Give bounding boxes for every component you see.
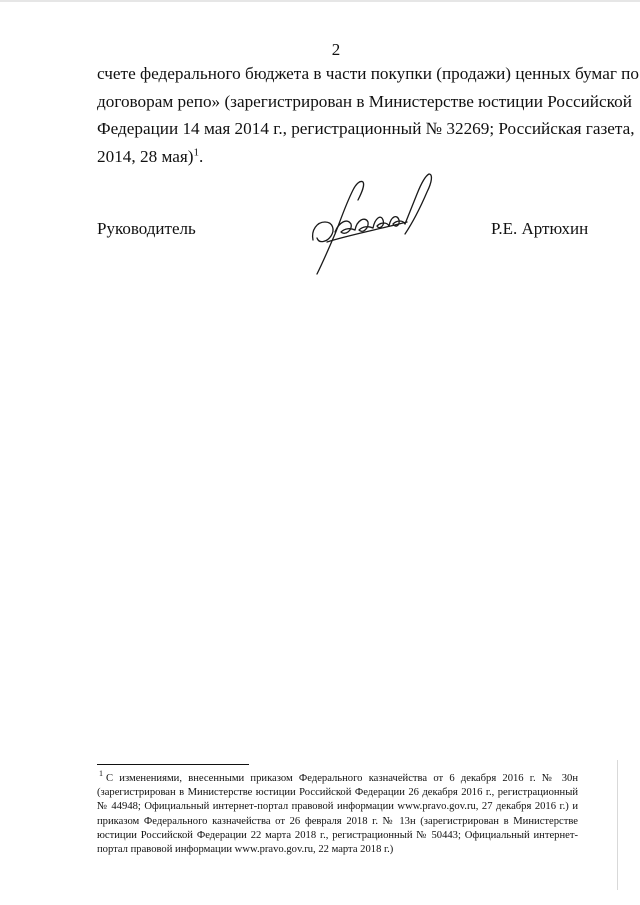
body-line-tail: . [198,146,204,166]
footnote-divider [97,764,249,765]
body-line-text: 2014, 28 мая) [97,146,194,166]
body-line: договорам репо» (зарегистрирован в Министерстве юстиции Российской [97,91,632,111]
body-line: счете федерального бюджета в части покупки (продажи) ценных бумаг по [97,64,639,83]
page-number: 2 [331,40,341,59]
body-line-last [97,143,578,171]
handwritten-signature-icon [305,170,445,278]
footnote [97,769,578,857]
footnote-line-last: портал правовой информации www.pravo.gov.ru, 22 марта 2018 г.) [97,844,394,856]
footnote-number: 1 [99,769,103,779]
footnote-line: (зарегистрирован в Министерстве юстиции Российской Федерации 26 декабря 2016 г., регистрационный [97,787,578,799]
footnote-line: № 44948; Официальный интернет-портал правовой информации www.pravo.gov.ru, 27 декабря 2016 г.) и [97,801,578,813]
footnote-line-text: С изменениями, внесенными приказом Федерального казначейства от 6 декабря 2016 г. № 30н [106,773,578,784]
body-paragraph [97,60,639,170]
footnote-line: приказом Федерального казначейства от 26 февраля 2018 г. № 13н (зарегистрирован в Министерстве [97,815,578,827]
footnote-reference: 1 [193,145,199,158]
signatory-name: Р.Е. Артюхин [491,219,589,238]
scan-edge-right [617,760,618,890]
scan-edge-top [0,0,640,2]
footnote-line [97,769,578,786]
body-line: Федерации 14 мая 2014 г., регистрационный № 32269; Российская газета, [97,119,635,138]
footnote-line: юстиции Российской Федерации 22 марта 2018 г., регистрационный № 50443; Официальный интернет- [97,829,578,841]
signatory-title: Руководитель [97,219,196,238]
